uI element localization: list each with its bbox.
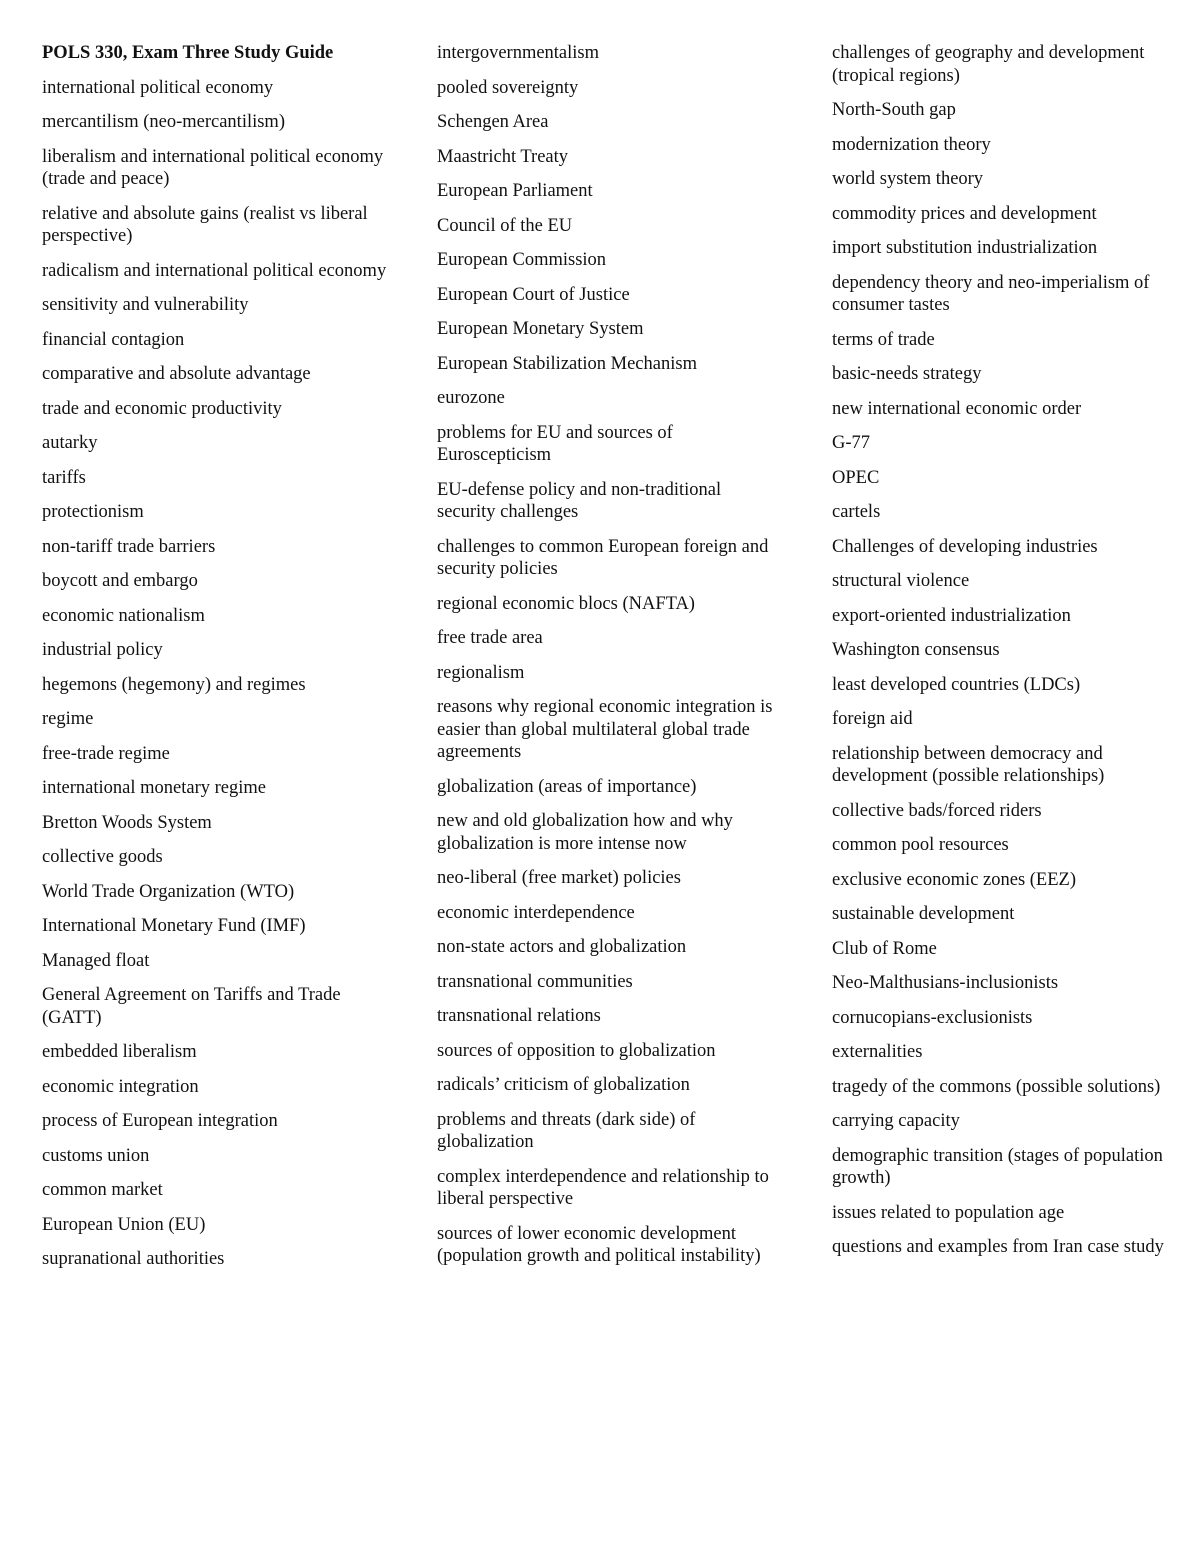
study-term: modernization theory xyxy=(832,134,991,155)
study-term: regionalism xyxy=(437,662,525,683)
study-term: transnational communities xyxy=(437,971,633,992)
study-term: Managed float xyxy=(42,950,150,971)
study-term: challenges of geography and development (tropical regions) xyxy=(832,43,1145,86)
study-term: cornucopians-exclusionists xyxy=(832,1007,1033,1028)
study-term: Bretton Woods System xyxy=(42,812,212,833)
study-term: world system theory xyxy=(832,169,984,189)
study-term: G-77 xyxy=(832,433,871,453)
study-term: challenges to common European foreign and security policies xyxy=(437,536,769,579)
study-term: financial contagion xyxy=(42,329,185,350)
study-term: Washington consensus xyxy=(832,640,1000,660)
study-term: non-state actors and globalization xyxy=(437,937,687,957)
study-term: exclusive economic zones (EEZ) xyxy=(832,869,1076,890)
study-term: North-South gap xyxy=(832,100,956,120)
study-term: regional economic blocs (NAFTA) xyxy=(437,593,695,614)
study-term: demographic transition (stages of population growth) xyxy=(832,1145,1163,1188)
study-term: economic interdependence xyxy=(437,902,635,923)
study-term: terms of trade xyxy=(832,329,935,350)
study-term: OPEC xyxy=(832,467,880,488)
study-term: commodity prices and development xyxy=(832,203,1097,224)
study-term: common pool resources xyxy=(832,835,1009,855)
study-term: sources of opposition to globalization xyxy=(437,1040,716,1061)
study-term: International Monetary Fund (IMF) xyxy=(42,916,306,936)
study-term: collective bads/forced riders xyxy=(832,800,1042,821)
study-term: Club of Rome xyxy=(832,938,937,959)
study-term: European Union (EU) xyxy=(42,1214,206,1235)
study-term: intergovernmentalism xyxy=(437,43,600,63)
study-term: trade and economic productivity xyxy=(42,398,282,419)
study-term: non-tariff trade barriers xyxy=(42,536,216,557)
study-term: boycott and embargo xyxy=(42,571,198,591)
study-term: pooled sovereignty xyxy=(437,77,579,98)
study-term: foreign aid xyxy=(832,709,913,729)
study-term: problems and threats (dark side) of globalization xyxy=(437,1109,696,1152)
column-3 xyxy=(832,42,1177,1271)
study-term: regime xyxy=(42,709,94,729)
study-term: new and old globalization how and why globalization is more intense now xyxy=(437,811,733,854)
study-term: European Court of Justice xyxy=(437,284,630,305)
study-term: European Commission xyxy=(437,250,607,270)
study-term: problems for EU and sources of Euroscepticism xyxy=(437,422,673,465)
study-term: sensitivity and vulnerability xyxy=(42,295,249,315)
study-term: sustainable development xyxy=(832,904,1015,924)
study-term: international political economy xyxy=(42,77,274,98)
study-term: new international economic order xyxy=(832,398,1082,419)
study-term: customs union xyxy=(42,1145,150,1166)
document-title: POLS 330, Exam Three Study Guide xyxy=(42,43,334,63)
study-term: economic nationalism xyxy=(42,605,205,626)
study-term: neo-liberal (free market) policies xyxy=(437,868,681,888)
study-term: radicals’ criticism of globalization xyxy=(437,1075,690,1095)
study-term: mercantilism (neo-mercantilism) xyxy=(42,112,285,132)
study-term: comparative and absolute advantage xyxy=(42,364,311,384)
study-term: hegemons (hegemony) and regimes xyxy=(42,674,306,695)
study-term: embedded liberalism xyxy=(42,1042,197,1062)
study-term: protectionism xyxy=(42,502,144,522)
study-term: complex interdependence and relationship to liberal perspective xyxy=(437,1166,769,1209)
study-term: transnational relations xyxy=(437,1006,601,1026)
study-term: European Monetary System xyxy=(437,319,644,339)
study-term: autarky xyxy=(42,433,98,453)
study-term: radicalism and international political economy xyxy=(42,260,387,281)
study-term: questions and examples from Iran case study xyxy=(832,1237,1164,1257)
column-1 xyxy=(42,42,387,1283)
study-term: European Parliament xyxy=(437,181,593,201)
study-term: collective goods xyxy=(42,847,163,867)
study-term: sources of lower economic development (population growth and political instability) xyxy=(437,1223,761,1266)
study-term: economic integration xyxy=(42,1076,199,1097)
study-term: relationship between democracy and development (possible relationships) xyxy=(832,743,1105,786)
study-term: relative and absolute gains (realist vs liberal perspective) xyxy=(42,203,368,246)
study-term: Council of the EU xyxy=(437,215,573,236)
study-term: supranational authorities xyxy=(42,1249,225,1269)
study-term: basic-needs strategy xyxy=(832,364,982,384)
study-term: EU-defense policy and non-traditional security challenges xyxy=(437,479,722,522)
study-term: World Trade Organization (WTO) xyxy=(42,881,295,902)
study-term: carrying capacity xyxy=(832,1111,960,1131)
study-term: export-oriented industrialization xyxy=(832,605,1071,626)
study-term: liberalism and international political economy (trade and peace) xyxy=(42,146,384,189)
study-term: reasons why regional economic integration is easier than global multilateral global trade agreements xyxy=(437,697,773,762)
study-term: tariffs xyxy=(42,467,86,488)
study-term: Schengen Area xyxy=(437,112,549,132)
column-2 xyxy=(437,42,782,1280)
study-term: import substitution industrialization xyxy=(832,238,1098,258)
study-term: Neo-Malthusians-inclusionists xyxy=(832,973,1059,993)
study-term: Maastricht Treaty xyxy=(437,146,569,167)
study-term: free-trade regime xyxy=(42,743,170,764)
study-term: General Agreement on Tariffs and Trade (GATT) xyxy=(42,985,341,1028)
study-term: industrial policy xyxy=(42,640,163,660)
study-term: globalization (areas of importance) xyxy=(437,776,697,797)
study-term: international monetary regime xyxy=(42,778,266,798)
study-term: Challenges of developing industries xyxy=(832,536,1098,557)
study-term: European Stabilization Mechanism xyxy=(437,353,697,374)
study-term: structural violence xyxy=(832,571,970,591)
study-term: common market xyxy=(42,1180,163,1200)
study-term: least developed countries (LDCs) xyxy=(832,674,1081,695)
study-term: cartels xyxy=(832,502,881,522)
study-term: issues related to population age xyxy=(832,1202,1065,1223)
study-term: free trade area xyxy=(437,628,543,648)
study-term: process of European integration xyxy=(42,1111,278,1131)
study-term: dependency theory and neo-imperialism of consumer tastes xyxy=(832,272,1150,315)
study-term: eurozone xyxy=(437,388,505,408)
study-term: externalities xyxy=(832,1042,923,1062)
study-term: tragedy of the commons (possible solutions) xyxy=(832,1076,1161,1097)
